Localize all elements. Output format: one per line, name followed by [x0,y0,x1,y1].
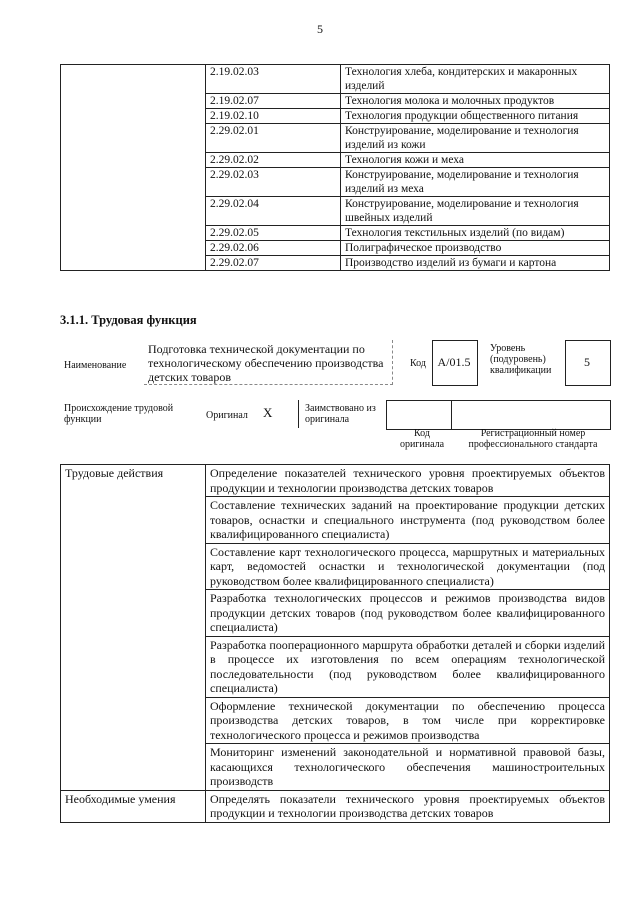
task-description: Мониторинг изменений законодательной и нормативной правовой базы, касающихся технологического обеспечения машиностроительных производств [206,744,610,791]
reg-caption: Регистрационный номер профессионального стандарта [468,428,598,450]
task-group-label: Трудовые действия [61,465,206,497]
level-value: 5 [584,355,590,369]
code-row [61,241,610,256]
specialty-name: Полиграфическое производство [341,241,610,256]
code-row-blank [61,197,206,226]
task-group-label [61,497,206,544]
specialty-name: Технология кожи и меха [341,153,610,168]
code-row [61,256,610,271]
specialty-code: 2.19.02.03 [206,65,341,94]
task-description: Определять показатели технического уровня проектируемых объектов продукции и технологии производства детских товаров [206,790,610,822]
original-mark: X [263,405,273,420]
specialty-code: 2.29.02.05 [206,226,341,241]
specialty-codes-table [60,64,610,271]
code-row [61,65,610,94]
section-title: 3.1.1. Трудовая функция [60,313,197,327]
specialty-name: Технология хлеба, кондитерских и макаронных изделий [341,65,610,94]
specialty-name: Технология продукции общественного питания [341,109,610,124]
task-description: Составление технических заданий на проектирование продукции детских товаров, оснастки и специального инструмента (под руководством более квалифицированного специалиста) [206,497,610,544]
specialty-code: 2.29.02.01 [206,124,341,153]
code-caption: Код оригинала [399,428,445,450]
name-label: Наименование [64,360,127,371]
code-label: Код [410,358,426,369]
specialty-code: 2.29.02.06 [206,241,341,256]
specialty-code: 2.29.02.07 [206,256,341,271]
code-row-blank [61,153,206,168]
function-name: Подготовка технической документации по технологическому обеспечению производства детских товаров [148,342,384,384]
task-row [61,697,610,744]
code-row [61,226,610,241]
code-row [61,168,610,197]
function-code: A/01.5 [437,355,471,369]
task-row [61,543,610,590]
task-row [61,790,610,822]
task-description: Разработка технологических процессов и режимов производства видов продукции детских товаров (под руководством более квалифицированного специалиста) [206,590,610,637]
task-description: Разработка пооперационного маршрута обработки деталей и сборки изделий в процессе их изготовления по всем операциям технологической последовательности (под руководством более квалифицированного специалиста) [206,636,610,697]
code-row [61,109,610,124]
code-row-blank [61,109,206,124]
specialty-name: Технология текстильных изделий (по видам) [341,226,610,241]
borrowed-label: Заимствовано из оригинала [305,403,376,425]
specialty-code: 2.19.02.10 [206,109,341,124]
task-group-label [61,744,206,791]
task-group-label [61,697,206,744]
specialty-code: 2.29.02.03 [206,168,341,197]
task-group-label [61,636,206,697]
task-group-label [61,590,206,637]
task-row [61,465,610,497]
specialty-name: Конструирование, моделирование и технология изделий из меха [341,168,610,197]
task-description: Определение показателей технического уровня проектируемых объектов продукции и технологии производства детских товаров [206,465,610,497]
level-label: Уровень (подуровень) квалификации [490,343,552,376]
code-row-blank [61,168,206,197]
code-row [61,94,610,109]
origin-label: Происхождение трудовой функции [64,403,174,425]
specialty-name: Технология молока и молочных продуктов [341,94,610,109]
code-row [61,124,610,153]
labor-function-table [60,464,610,823]
code-row-blank [61,65,206,94]
task-row [61,636,610,697]
code-row [61,153,610,168]
code-row [61,197,610,226]
specialty-code: 2.29.02.02 [206,153,341,168]
reg-number-box [450,400,611,430]
code-row-blank [61,256,206,271]
task-row [61,590,610,637]
task-group-label [61,543,206,590]
code-row-blank [61,241,206,256]
original-label: Оригинал [206,410,248,421]
task-row [61,744,610,791]
specialty-code: 2.29.02.04 [206,197,341,226]
code-row-blank [61,124,206,153]
page-number: 5 [317,22,323,36]
task-row [61,497,610,544]
specialty-name: Конструирование, моделирование и технология швейных изделий [341,197,610,226]
specialty-name: Конструирование, моделирование и технология изделий из кожи [341,124,610,153]
task-group-label: Необходимые умения [61,790,206,822]
task-description: Оформление технической документации по обеспечению процесса производства детских товаров, в том числе при корректировке технологического процесса и режимов производства [206,697,610,744]
code-row-blank [61,94,206,109]
code-row-blank [61,226,206,241]
specialty-code: 2.19.02.07 [206,94,341,109]
specialty-name: Производство изделий из бумаги и картона [341,256,610,271]
task-description: Составление карт технологического процесса, маршрутных и материальных карт, ведомостей оснастки и технологической документации (под руководством более квалифицированного специалиста) [206,543,610,590]
original-code-box [386,400,452,430]
